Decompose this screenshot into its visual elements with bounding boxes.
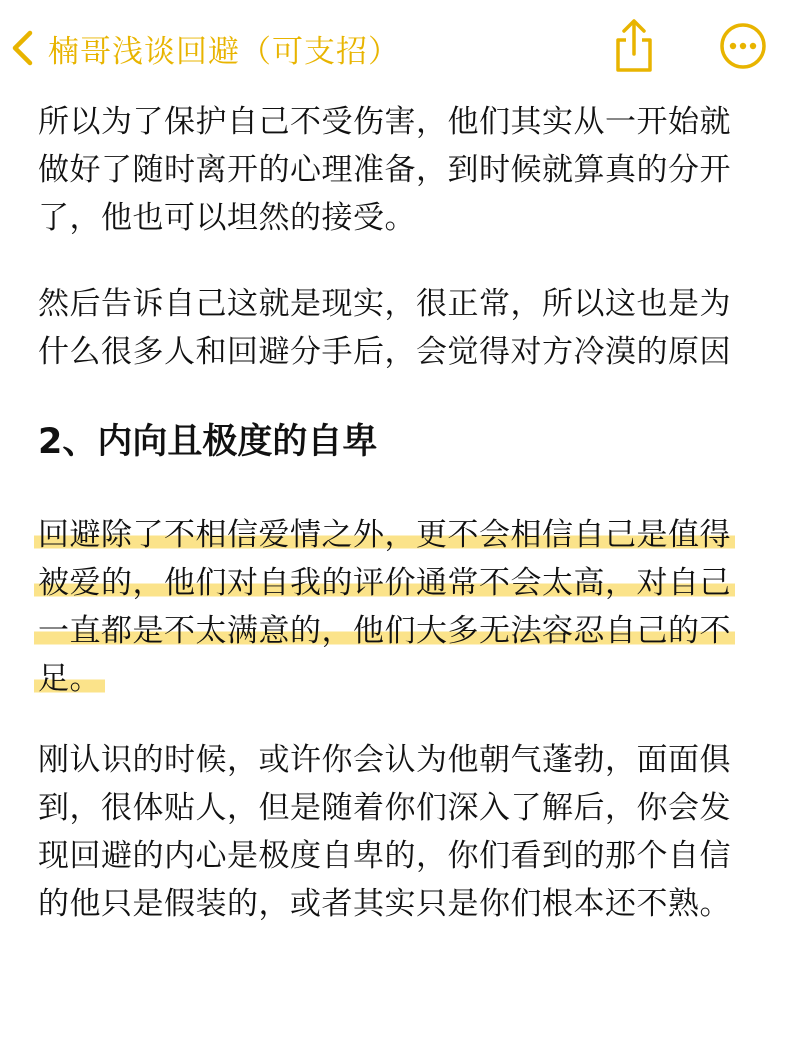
more-button[interactable] xyxy=(718,21,768,71)
more-icon xyxy=(718,56,768,75)
text-highlight: 回避除了不相信爱情之外，更不会相信自己是值得 被爱的，他们对自我的评价通常不会太高，对自己 一直都是不太满意的，他们大多无法容忍自己的不 足。 xyxy=(34,517,735,697)
section-heading: 2、内向且极度的自卑 xyxy=(38,422,378,462)
back-button[interactable] xyxy=(8,22,400,74)
share-button[interactable] xyxy=(610,16,658,76)
navigation-bar xyxy=(0,0,800,96)
paragraph: 刚认识的时候，或许你会认为他朝气蓬勃，面面俱 到，很体贴人，但是随着你们深入了解后，你会发 现回避的内心是极度自卑的，你们看到的那个自信 的他只是假装的，或者其实只是你们根本还不熟。 xyxy=(38,742,731,922)
chevron-left-icon xyxy=(8,28,36,68)
highlighted-paragraph xyxy=(38,511,758,703)
paragraph: 然后告诉自己这就是现实，很正常，所以这也是为 什么很多人和回避分手后，会觉得对方冷漠的原因 xyxy=(38,286,731,370)
paragraph: 所以为了保护自己不受伤害，他们其实从一开始就 做好了随时离开的心理准备，到时候就算真的分开 了，他也可以坦然的接受。 xyxy=(38,104,731,236)
share-icon xyxy=(610,61,658,80)
note-folder-title: 楠哥浅谈回避（可支招） xyxy=(48,33,400,70)
